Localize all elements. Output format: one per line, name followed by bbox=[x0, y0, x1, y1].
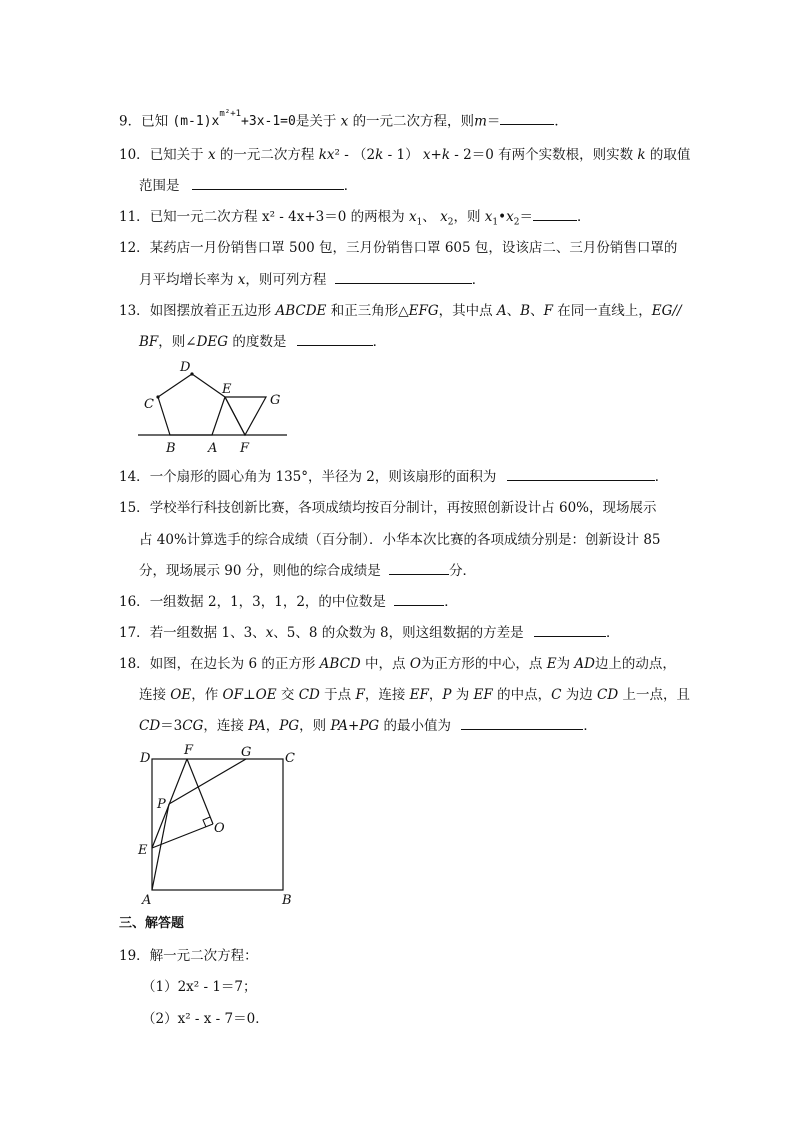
q17-text: 若一组数据 1、3、 bbox=[149, 625, 266, 641]
q9-eq: ＝ bbox=[486, 113, 501, 130]
q18-l2c: 交 bbox=[280, 687, 295, 703]
question-16 bbox=[119, 592, 458, 612]
q18-OF: OF bbox=[222, 687, 243, 703]
q13-angle: ，则∠ bbox=[158, 334, 197, 350]
q11-x1: x bbox=[408, 209, 417, 225]
q13-text: 如图摆放着正五边形 bbox=[149, 303, 272, 319]
fig18-EO bbox=[152, 824, 213, 848]
fig18-label-D: D bbox=[140, 751, 151, 766]
q18-l1d: 为 bbox=[556, 656, 571, 672]
q9-answer-blank[interactable] bbox=[500, 111, 554, 125]
q16-text: 一组数据 2，1，3，1，2，的中位数是 bbox=[149, 594, 386, 610]
q11-text: 已知一元二次方程 bbox=[149, 209, 258, 225]
q18-l3e: ， bbox=[265, 718, 280, 734]
q19-text: 解一元二次方程： bbox=[149, 948, 258, 964]
q18-l3a: CD bbox=[139, 718, 161, 734]
q9-text3: 的一元二次方程，则 bbox=[352, 113, 475, 130]
q13-number: 13． bbox=[119, 303, 150, 319]
q11-x4: x bbox=[506, 209, 514, 225]
q12-line2b: ，则可列方程 bbox=[245, 272, 327, 288]
q10-text3: 的取值 bbox=[649, 147, 691, 163]
q13-B: B bbox=[520, 303, 531, 319]
fig13-point-C bbox=[156, 395, 159, 398]
q13-efg: EFG bbox=[408, 303, 439, 319]
q18-OE: OE bbox=[170, 687, 192, 703]
q18-EF: EF bbox=[409, 687, 429, 703]
q13-end: ． bbox=[372, 334, 387, 350]
q19-number: 19． bbox=[119, 948, 150, 964]
q12-line2a: 月平均增长率为 bbox=[139, 272, 234, 288]
q18-l2a: 连接 bbox=[139, 687, 166, 703]
q13-DEG: DEG bbox=[196, 334, 229, 350]
question-13 bbox=[119, 301, 682, 321]
q9-var-x: x bbox=[340, 113, 349, 130]
fig13-pentagon bbox=[158, 374, 225, 435]
q10-eq2: - 1） bbox=[383, 147, 419, 163]
q15-line3b: 分． bbox=[449, 563, 477, 579]
fig18-label-G: G bbox=[241, 745, 252, 760]
q13-answer-blank[interactable] bbox=[297, 332, 373, 346]
q11-eq-sign: ＝ bbox=[519, 209, 533, 225]
q12-answer-blank[interactable] bbox=[335, 270, 472, 284]
q9-var-m: m bbox=[474, 113, 487, 130]
q11-sub2: 2 bbox=[447, 217, 454, 228]
question-10 bbox=[119, 145, 690, 165]
q18-P: P bbox=[442, 687, 452, 703]
q13-BF: BF bbox=[139, 334, 159, 350]
q18-l1b: 中，点 bbox=[365, 656, 406, 672]
q15-number: 15． bbox=[119, 500, 150, 516]
q18-ABCD: ABCD bbox=[319, 656, 361, 672]
question-10-line2 bbox=[139, 176, 357, 196]
q13-sep1: 、 bbox=[506, 303, 521, 319]
question-18-line3 bbox=[139, 716, 597, 736]
q18-l3d: ，连接 bbox=[203, 718, 244, 734]
q11-sub4: 2 bbox=[513, 217, 520, 228]
q18-CD2: CD bbox=[597, 687, 619, 703]
question-17 bbox=[119, 623, 619, 643]
q14-number: 14． bbox=[119, 469, 150, 485]
q18-l3g: 的最小值为 bbox=[383, 718, 452, 734]
q12-end: ． bbox=[471, 272, 486, 288]
q11-sub1: 1 bbox=[416, 217, 423, 228]
question-15-line2 bbox=[139, 530, 661, 550]
q15-line3a: 分，现场展示 90 分，则他的综合成绩是 bbox=[139, 563, 381, 579]
q10-eq4: - 2＝0 有两个实数根，则实数 bbox=[450, 147, 634, 163]
q9-equation bbox=[172, 109, 296, 130]
q11-then: ，则 bbox=[453, 209, 481, 225]
q12-var-x: x bbox=[237, 272, 246, 288]
q11-end: ． bbox=[576, 209, 591, 225]
q18-l1e: 边上的动点， bbox=[594, 656, 676, 672]
fig18-label-O: O bbox=[214, 821, 225, 836]
fig13-point-D bbox=[190, 372, 193, 375]
q13-EG: EG bbox=[651, 303, 673, 319]
q18-l1a: 如图，在边长为 6 的正方形 bbox=[149, 656, 316, 672]
q10-var-k3: k bbox=[441, 147, 450, 163]
q9-exponent: m²+1 bbox=[219, 109, 242, 119]
q10-var-x2: x bbox=[422, 147, 431, 163]
q15-answer-blank[interactable] bbox=[389, 561, 449, 575]
q13-text4: 在同一直线上， bbox=[557, 303, 652, 319]
q13-text2: 和正三角形△ bbox=[330, 303, 409, 319]
q12-line1: 某药店一月份销售口罩 500 包，三月份销售口罩 605 包，设该店二、三月份销售口罩的 bbox=[149, 240, 678, 256]
q10-text2: 的一元二次方程 bbox=[219, 147, 315, 163]
q18-end: ． bbox=[583, 718, 597, 734]
q17-text2: 、5、8 的众数为 8，则这组数据的方差是 bbox=[273, 625, 524, 641]
q11-x3: x bbox=[484, 209, 493, 225]
q18-CD: CD bbox=[298, 687, 320, 703]
fig13-triangle bbox=[225, 397, 266, 435]
q12-number: 12． bbox=[119, 240, 150, 256]
question-19 bbox=[119, 946, 258, 966]
q18-F: F bbox=[355, 687, 365, 703]
q13-parallel: // bbox=[672, 303, 682, 319]
q18-l2d: 于点 bbox=[324, 687, 352, 703]
q16-end: ． bbox=[444, 594, 458, 610]
section-heading: 三、解答题 bbox=[119, 916, 185, 931]
q10-eq1: ² - （2 bbox=[334, 147, 376, 163]
fig13-label-A: A bbox=[208, 441, 218, 456]
q18-l3b: ＝3 bbox=[160, 718, 183, 734]
figure-square bbox=[134, 742, 304, 908]
q18-perp: ⊥ bbox=[242, 687, 256, 703]
q18-AD: AD bbox=[574, 656, 595, 672]
q9-eq-part1: (m-1)x bbox=[172, 114, 220, 130]
q13-abcde: ABCDE bbox=[275, 303, 327, 319]
question-18 bbox=[119, 654, 676, 674]
q9-number: 9． bbox=[119, 113, 142, 130]
question-9 bbox=[119, 108, 568, 132]
q10-line2: 范围是 bbox=[139, 178, 180, 194]
fig13-label-C: C bbox=[144, 397, 154, 412]
q11-sep: 、 bbox=[422, 209, 436, 225]
q10-number: 10． bbox=[119, 147, 150, 163]
q18-answer-blank[interactable] bbox=[461, 716, 583, 730]
fig18-label-P: P bbox=[157, 797, 166, 812]
q18-l1c: 为正方形的中心，点 bbox=[420, 656, 543, 672]
question-15 bbox=[119, 498, 656, 518]
q18-OE2: OE bbox=[255, 687, 277, 703]
q18-O: O bbox=[409, 656, 421, 672]
q18-l2h: 的中点， bbox=[497, 687, 552, 703]
fig18-label-C: C bbox=[285, 751, 295, 766]
q16-answer-blank[interactable] bbox=[394, 592, 444, 606]
fig18-PG bbox=[169, 759, 246, 804]
q17-var-x: x bbox=[265, 625, 274, 641]
q11-dot: • bbox=[498, 209, 507, 225]
fig13-EF bbox=[225, 397, 245, 435]
fig18-label-B: B bbox=[282, 893, 292, 908]
question-12-line2 bbox=[139, 270, 485, 290]
q17-answer-blank[interactable] bbox=[534, 623, 606, 637]
q9-text: 已知 bbox=[141, 113, 169, 130]
q14-answer-blank[interactable] bbox=[507, 467, 655, 481]
fig13-label-D: D bbox=[180, 360, 191, 375]
q18-PA: PA bbox=[248, 718, 266, 734]
q10-var-k: k bbox=[375, 147, 384, 163]
q13-text5: 的度数是 bbox=[232, 334, 287, 350]
q9-eq-part2: +3x-1=0 bbox=[241, 114, 296, 130]
q10-var-kx: kx bbox=[318, 147, 335, 163]
q18-l3c: CG bbox=[182, 718, 204, 734]
q10-answer-blank[interactable] bbox=[192, 176, 344, 190]
q18-l2j: 上一点，且 bbox=[622, 687, 690, 703]
q13-F: F bbox=[543, 303, 553, 319]
q19-part2: （2）x² - x - 7＝0． bbox=[142, 1011, 269, 1027]
q11-eq: x² - 4x+3＝0 的两根为 bbox=[261, 209, 405, 225]
question-14 bbox=[119, 467, 668, 487]
q13-A: A bbox=[496, 303, 507, 319]
q18-l2g: 为 bbox=[455, 687, 470, 703]
q11-x2: x bbox=[440, 209, 448, 225]
q10-end: ． bbox=[343, 178, 358, 194]
q18-l2f: ， bbox=[428, 687, 443, 703]
q18-l3f: ，则 bbox=[299, 718, 327, 734]
q11-sub3: 1 bbox=[492, 217, 499, 228]
q10-eq3: + bbox=[430, 147, 442, 163]
q9-text2: 是关于 bbox=[295, 113, 337, 130]
q10-var-k4: k bbox=[637, 147, 646, 163]
q18-l2i: 为边 bbox=[565, 687, 593, 703]
q15-line2: 占 40%计算选手的综合成绩（百分制）．小华本次比赛的各项成绩分别是：创新设计 85 bbox=[139, 532, 661, 548]
fig13-label-F: F bbox=[240, 441, 250, 456]
figure-pentagon-triangle bbox=[130, 356, 300, 458]
fig18-label-E: E bbox=[138, 843, 148, 858]
q18-number: 18． bbox=[119, 656, 150, 672]
q17-number: 17． bbox=[119, 625, 150, 641]
q18-PAPG: PA+PG bbox=[330, 718, 380, 734]
q18-EF2: EF bbox=[473, 687, 493, 703]
q18-l2b: ，作 bbox=[191, 687, 219, 703]
q14-end: ． bbox=[654, 469, 669, 485]
fig13-label-B: B bbox=[166, 441, 176, 456]
q9-end: ． bbox=[554, 113, 568, 130]
q18-l2e: ，连接 bbox=[364, 687, 406, 703]
q13-text3: ，其中点 bbox=[438, 303, 493, 319]
q17-end: ． bbox=[605, 625, 620, 641]
q14-text: 一个扇形的圆心角为 135°，半径为 2，则该扇形的面积为 bbox=[149, 469, 497, 485]
q11-answer-blank[interactable] bbox=[533, 207, 577, 221]
question-11 bbox=[119, 207, 590, 233]
question-13-line2 bbox=[139, 332, 386, 352]
q13-sep2: 、 bbox=[530, 303, 544, 319]
question-18-line2 bbox=[139, 685, 690, 705]
q19-part1: （1）2x² - 1＝7； bbox=[142, 979, 257, 995]
q16-number: 16． bbox=[119, 594, 150, 610]
q18-E: E bbox=[546, 656, 557, 672]
q18-PG: PG bbox=[279, 718, 300, 734]
question-15-line3 bbox=[139, 561, 476, 581]
q10-var-x: x bbox=[207, 147, 216, 163]
q15-line1: 学校举行科技创新比赛，各项成绩均按百分制计，再按照创新设计占 60%，现场展示 bbox=[149, 500, 657, 516]
fig18-label-A: A bbox=[142, 893, 152, 908]
q11-number: 11． bbox=[119, 209, 150, 225]
fig13-label-E: E bbox=[222, 382, 232, 397]
q18-C: C bbox=[551, 687, 562, 703]
question-12 bbox=[119, 238, 677, 258]
fig18-label-F: F bbox=[184, 743, 194, 758]
fig13-label-G: G bbox=[270, 393, 281, 408]
q10-text: 已知关于 bbox=[149, 147, 204, 163]
